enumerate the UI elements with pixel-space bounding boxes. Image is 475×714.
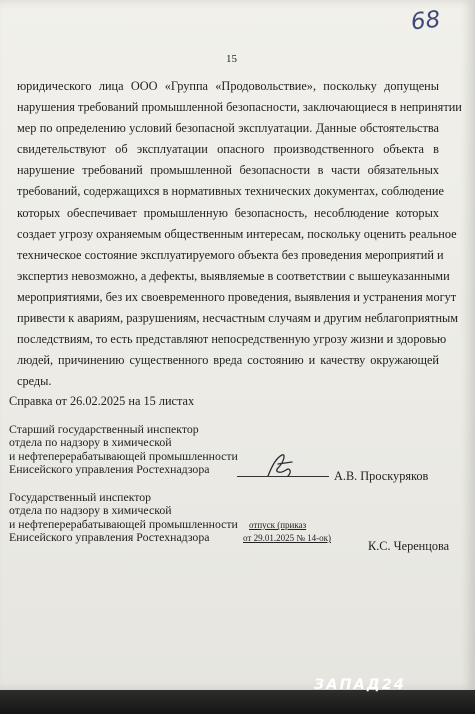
body-line: свидетельствуют об эксплуатации опасного производственного объекта в (17, 142, 439, 157)
leave-note-line: от 29.01.2025 № 14-ок) (243, 533, 332, 543)
body-line: нарушение требований промышленной безопасности в части обязательных (17, 163, 439, 178)
signatory-title-line: и нефтеперерабатывающей промышленности (9, 448, 238, 463)
signatory-title-line: Енисейского управления Ростехнадзора (9, 529, 210, 544)
signatory-title-line: Енисейского управления Ростехнадзора (9, 461, 210, 476)
body-line: требований, содержащихся в нормативных технических документах, соблюдение (17, 184, 444, 199)
leave-note-line: отпуск (приказ (249, 520, 307, 530)
signer-name: К.С. Черенцова (368, 539, 450, 553)
body-line: нарушения требований промышленной безопасности, заключающиеся в непринятии (17, 100, 462, 115)
body-line: среды. (17, 374, 52, 389)
body-line: мер по определению условий безопасной эксплуатации. Данные обстоятельства (17, 121, 439, 136)
attachment-reference: Справка от 26.02.2025 на 15 листах (9, 394, 195, 408)
signatory-title-line: Старший государственный инспектор (9, 422, 199, 436)
body-line: юридического лица ООО «Группа «Продовольствие», поскольку допущены (17, 79, 439, 93)
signatory-title-line: отдела по надзору в химической (9, 503, 172, 518)
body-line: мероприятиями, без их своевременного проведения, выявления и устранения могут (17, 289, 457, 304)
body-line: техническое состояние эксплуатируемого объекта без проведения мероприятий и (17, 247, 444, 262)
signatory-1-title (9, 423, 238, 476)
body-line: экспертиз невозможно, а дефекты, выявляемые в соответствии с вышеуказанными (17, 268, 450, 283)
signatory-2-title (9, 491, 238, 544)
signatory-title-line: Государственный инспектор (9, 490, 152, 504)
leave-note (243, 519, 331, 545)
body-line: последствиям, то есть представляют непосредственную угрозу жизни и здоровью (17, 332, 447, 347)
background-surface (0, 690, 475, 714)
signer-name: А.В. Проскуряков (334, 469, 429, 483)
watermark-logo: ЗАПАД24 (314, 677, 406, 693)
signature-line (237, 476, 329, 477)
page-number: 15 (226, 53, 237, 65)
body-line: привести к авариям, разрушениям, несчастным случаям и другим неблагоприятным (17, 311, 459, 326)
signatory-title-line: отдела по надзору в химической (9, 435, 172, 450)
body-line: создает угрозу охраняемым общественным интересам, поскольку оценить реальное (17, 226, 457, 241)
body-line: людей, причинению существенного вреда состоянию и качеству окружающей (17, 353, 439, 368)
body-paragraph (17, 76, 462, 392)
handwritten-page-number: 68 (409, 6, 442, 36)
body-line: которых обеспечивает промышленную безопасность, несоблюдение которых (17, 205, 439, 220)
signatory-title-line: и нефтеперерабатывающей промышленности (9, 516, 238, 531)
